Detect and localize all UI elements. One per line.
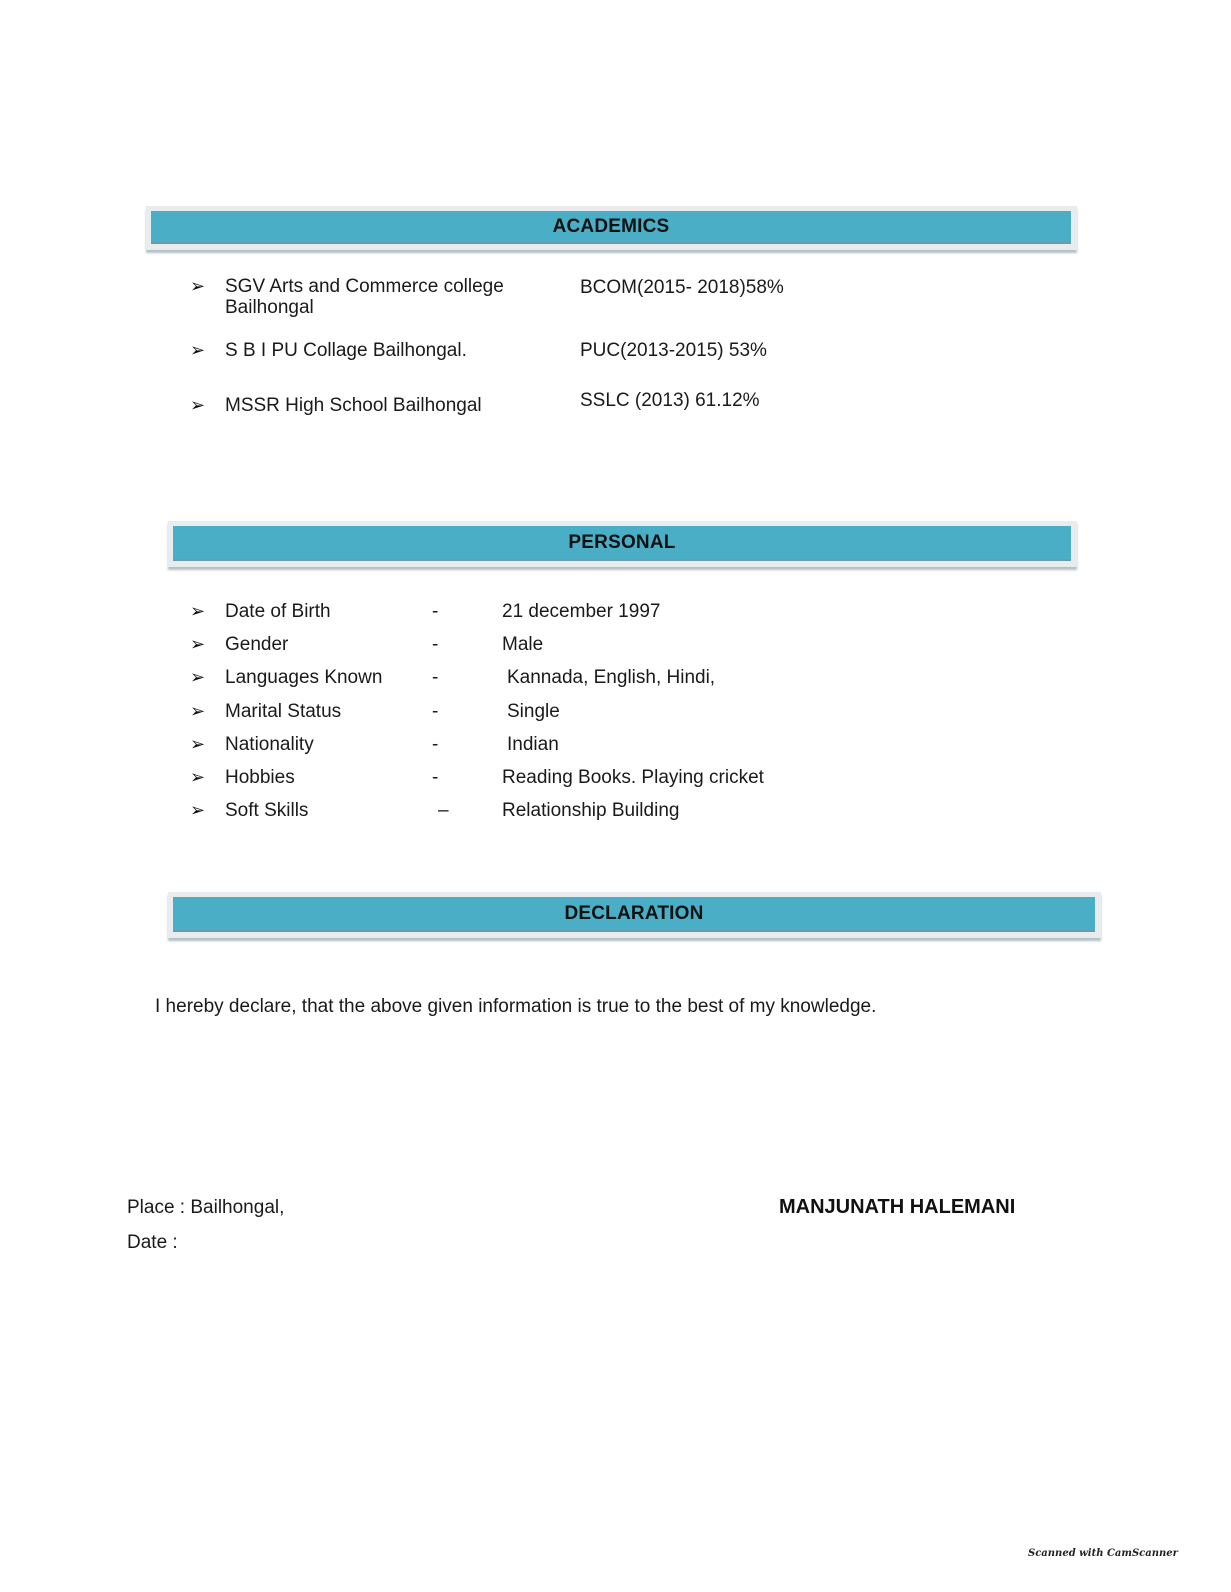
personal-value: Single xyxy=(507,701,560,722)
academics-result: PUC(2013-2015) 53% xyxy=(580,340,767,361)
academics-institution: SGV Arts and Commerce college Bailhongal xyxy=(225,276,504,318)
academics-institution: S B I PU Collage Bailhongal. xyxy=(225,340,467,361)
personal-value: Kannada, English, Hindi, xyxy=(507,667,716,688)
personal-separator: - xyxy=(432,734,439,755)
personal-value: Male xyxy=(502,634,544,655)
arrowhead-bullet-icon: ➢ xyxy=(190,734,206,755)
arrowhead-bullet-icon: ➢ xyxy=(190,634,206,655)
personal-value: Relationship Building xyxy=(502,800,680,821)
academics-institution: MSSR High School Bailhongal xyxy=(225,395,482,416)
academics-result: SSLC (2013) 61.12% xyxy=(580,390,760,411)
declaration-text: I hereby declare, that the above given information is true to the best of my knowledge. xyxy=(155,996,877,1017)
personal-title: PERSONAL xyxy=(568,531,676,553)
personal-header xyxy=(168,521,1077,567)
arrowhead-bullet-icon: ➢ xyxy=(190,701,206,722)
candidate-name: MANJUNATH HALEMANI xyxy=(779,1196,1016,1218)
arrowhead-bullet-icon: ➢ xyxy=(190,340,206,361)
personal-label: Nationality xyxy=(225,734,314,755)
personal-separator: - xyxy=(432,601,439,622)
arrowhead-bullet-icon: ➢ xyxy=(190,800,206,821)
place-line: Place : Bailhongal, xyxy=(127,1197,285,1218)
arrowhead-bullet-icon: ➢ xyxy=(190,601,206,622)
personal-label: Date of Birth xyxy=(225,601,331,622)
personal-value: Indian xyxy=(507,734,559,755)
arrowhead-bullet-icon: ➢ xyxy=(190,667,206,688)
personal-label: Gender xyxy=(225,634,289,655)
date-line: Date : xyxy=(127,1232,178,1253)
personal-separator: - xyxy=(432,701,439,722)
personal-label: Soft Skills xyxy=(225,800,309,821)
personal-separator: - xyxy=(432,767,439,788)
academics-result: BCOM(2015- 2018)58% xyxy=(580,277,784,298)
personal-value: Reading Books. Playing cricket xyxy=(502,767,764,788)
declaration-title: DECLARATION xyxy=(564,902,704,924)
arrowhead-bullet-icon: ➢ xyxy=(190,767,206,788)
camscanner-watermark: Scanned with CamScanner xyxy=(1028,1548,1178,1559)
personal-label: Marital Status xyxy=(225,701,342,722)
personal-value: 21 december 1997 xyxy=(502,601,661,622)
declaration-header xyxy=(168,892,1101,938)
personal-separator: – xyxy=(438,800,449,821)
personal-label: Languages Known xyxy=(225,667,383,688)
academics-title: ACADEMICS xyxy=(552,215,670,237)
arrowhead-bullet-icon: ➢ xyxy=(190,395,206,416)
academics-header xyxy=(146,206,1077,250)
personal-separator: - xyxy=(432,634,439,655)
personal-separator: - xyxy=(432,667,439,688)
arrowhead-bullet-icon: ➢ xyxy=(190,276,206,297)
personal-label: Hobbies xyxy=(225,767,295,788)
